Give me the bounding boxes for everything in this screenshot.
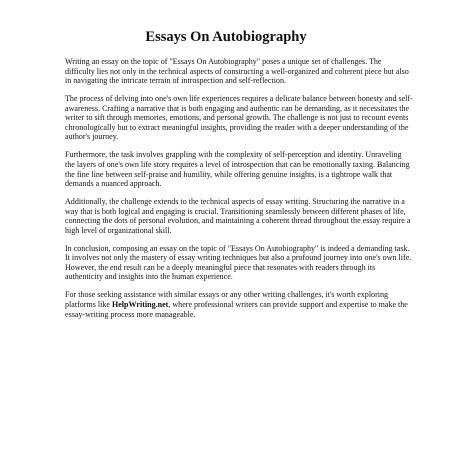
paragraph-conclusion: In conclusion, composing an essay on the topic of "Essays On Autobiography" is indeed a demanding task. It involves not only the mastery of essay writing techniques but also a profound journey into one's own life. However, the end result can be a deeply meaningful piece that resonates with readers through its authenticity and insights into the human experience. [65,243,412,282]
closing-text-after: , where professional writers can provide support and expertise to make the essay-writing process more manageable. [65,299,408,319]
paragraph-closing [65,290,413,319]
paragraph-process: The process of delving into one's own life experiences requires a delicate balance between honesty and self-awareness. Crafting a narrative that is both engaging and authentic can be demanding, as it necessitates the writer to sift through memories, emotions, and personal growth. The challenge is not just to recount events chronologically but to extract meaningful insights, providing the reader with a deeper understanding of the author's journey. [65,94,413,142]
paragraph-self-perception: Furthermore, the task involves grappling with the complexity of self-perception and identity. Unraveling the layers of one's own life story requires a level of introspection that can be emotionally taxing. Balancing the fine line between self-praise and humility, while offering genuine insights, is a tightrope walk that demands a nuanced approach. [65,150,410,189]
document-title: Essays On Autobiography [145,29,307,45]
paragraph-technical: Additionally, the challenge extends to the technical aspects of essay writing. Structuring the narrative in a way that is both logical and engaging is crucial. Transitioning seamlessly between different phases of life, connecting the dots of personal evolution, and maintaining a coherent thread throughout the essay require a high level of organizational skill. [65,197,411,235]
closing-text-before: For those seeking assistance with similar essays or any other writing challenges, it's worth exploring platforms like [65,290,389,309]
helpwriting-link[interactable]: HelpWriting.net [111,299,169,309]
document-body [65,57,413,327]
paragraph-intro: Writing an essay on the topic of "Essays On Autobiography" poses a unique set of challenges. The difficulty lies not only in the technical aspects of constructing a well-organized and coherent piece but also in navigating the intricate terrain of introspection and self-reflection. [65,57,409,86]
